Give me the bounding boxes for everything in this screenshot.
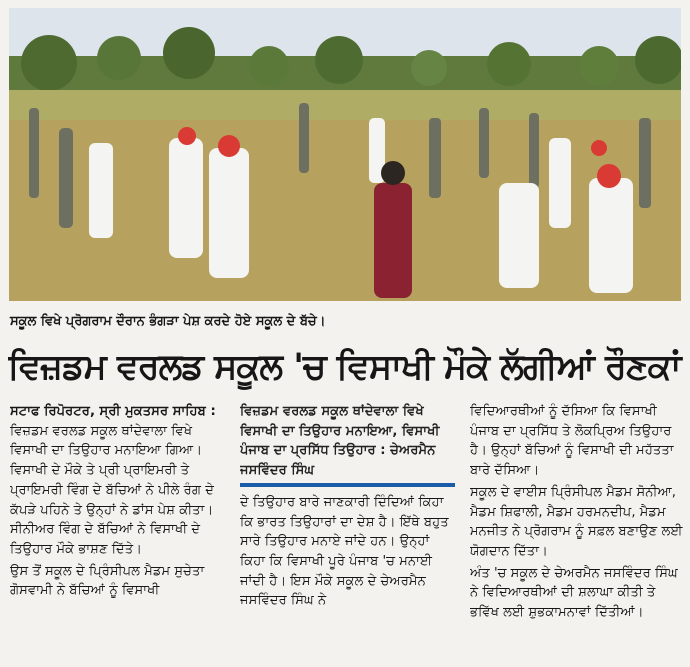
pull-quote: ਵਿਜ਼ਡਮ ਵਰਲਡ ਸਕੂਲ ਥਾਂਦੇਵਾਲਾ ਵਿਖੇ ਵਿਸਾਖੀ ਦਾ ਤਿਉਹਾਰ ਮਨਾਇਆ, ਵਿਸਾਖੀ ਪੰਜਾਬ ਦਾ ਪ੍ਰਸਿੱਧ ਤਿਉਹਾਰ : ਚੇਅਰਮੈਨ ਜਸਵਿੰਦਰ ਸਿੰਘ	[240, 402, 455, 487]
article-paragraph: ਦੇ ਤਿਉਹਾਰ ਬਾਰੇ ਜਾਣਕਾਰੀ ਦਿੰਦਿਆਂ ਕਿਹਾ ਕਿ ਭਾਰਤ ਤਿਉਹਾਰਾਂ ਦਾ ਦੇਸ਼ ਹੈ। ਇੱਥੇ ਬਹੁਤ ਸਾਰੇ ਤਿਉਹਾਰ ਮਨਾਏ ਜਾਂਦੇ ਹਨ। ਉਨ੍ਹਾਂ ਕਿਹਾ ਕਿ ਵਿਸਾਖੀ ਪੂਰੇ ਪੰਜਾਬ 'ਚ ਮਨਾਈ ਜਾਂਦੀ ਹੈ। ਇਸ ਮੌਕੇ ਸਕੂਲ ਦੇ ਚੇਅਰਮੈਨ ਜਸਵਿੰਦਰ ਸਿੰਘ ਨੇ	[240, 494, 449, 609]
article-column-2	[240, 402, 455, 613]
headline: ਵਿਜ਼ਡਮ ਵਰਲਡ ਸਕੂਲ 'ਚ ਵਿਸਾਖੀ ਮੌਕੇ ਲੱਗੀਆਂ ਰੌਣਕਾਂ	[8, 347, 681, 387]
article-paragraph: ਉਸ ਤੋਂ ਸਕੂਲ ਦੇ ਪ੍ਰਿੰਸੀਪਲ ਮੈਡਮ ਸੁਚੇਤਾ ਗੋਸਵਾਮੀ ਨੇ ਬੱਚਿਆਂ ਨੂੰ ਵਿਸਾਖੀ	[10, 563, 205, 599]
photo-illustration	[9, 8, 681, 301]
article-paragraph: ਸਕੂਲ ਦੇ ਵਾਈਸ ਪ੍ਰਿੰਸੀਪਲ ਮੈਡਮ ਸੋਨੀਆ, ਮੈਡਮ ਸ਼ਿਫਾਲੀ, ਮੈਡਮ ਹਰਮਨਦੀਪ, ਮੈਡਮ ਮਨਜੀਤ ਨੇ ਪ੍ਰੋਗਰਾਮ ਨੂੰ ਸਫ਼ਲ ਬਣਾਉਣ ਲਈ ਯੋਗਦਾਨ ਦਿੱਤਾ।	[470, 484, 683, 559]
article-paragraph: ਅੰਤ 'ਚ ਸਕੂਲ ਦੇ ਚੇਅਰਮੈਨ ਜਸਵਿੰਦਰ ਸਿੰਘ ਨੇ ਵਿਦਿਆਰਥੀਆਂ ਦੀ ਸ਼ਲਾਘਾ ਕੀਤੀ ਤੇ ਭਵਿੱਖ ਲਈ ਸ਼ੁਭਕਾਮਨਾਵਾਂ ਦਿੱਤੀਆਂ।	[470, 565, 678, 621]
article-paragraph: ਵਿਜ਼ਡਮ ਵਰਲਡ ਸਕੂਲ ਥਾਂਦੇਵਾਲਾ ਵਿਖੇ ਵਿਸਾਖੀ ਦਾ ਤਿਉਹਾਰ ਮਨਾਇਆ ਗਿਆ। ਵਿਸਾਖੀ ਦੇ ਮੌਕੇ ਤੇ ਪ੍ਰੀ ਪ੍ਰਾਇਮਰੀ ਤੇ ਪ੍ਰਾਇਮਰੀ ਵਿੰਗ ਦੇ ਬੱਚਿਆਂ ਨੇ ਪੀਲੇ ਰੰਗ ਦੇ ਕੱਪੜੇ ਪਹਿਨੇ ਤੇ ਉਨ੍ਹਾਂ ਨੇ ਡਾਂਸ ਪੇਸ਼ ਕੀਤਾ। ਸੀਨੀਅਰ ਵਿੰਗ ਦੇ ਬੱਚਿਆਂ ਨੇ ਵਿਸਾਖੀ ਦੇ ਤਿਉਹਾਰ ਮੌਕੇ ਭਾਸ਼ਣ ਦਿੱਤੇ।	[10, 423, 214, 557]
article-paragraph: ਵਿਦਿਆਰਥੀਆਂ ਨੂੰ ਦੱਸਿਆ ਕਿ ਵਿਸਾਖੀ ਪੰਜਾਬ ਦਾ ਪ੍ਰਸਿੱਧ ਤੇ ਲੋਕਪ੍ਰਿਅ ਤਿਉਹਾਰ ਹੈ। ਉਨ੍ਹਾਂ ਬੱਚਿਆਂ ਨੂੰ ਵਿਸਾਖੀ ਦੀ ਮਹੱਤਤਾ ਬਾਰੇ ਦੱਸਿਆ।	[470, 404, 674, 479]
photo-caption: ਸਕੂਲ ਵਿਖੇ ਪ੍ਰੋਗਰਾਮ ਦੌਰਾਨ ਭੰਗੜਾ ਪੇਸ਼ ਕਰਦੇ ਹੋਏ ਸਕੂਲ ਦੇ ਬੱਚੇ।	[10, 314, 326, 329]
byline: ਸਟਾਫ ਰਿਪੋਰਟਰ, ਸ੍ਰੀ ਮੁਕਤਸਰ ਸਾਹਿਬ :	[10, 404, 216, 419]
article-column-3	[470, 402, 685, 625]
article-column-1	[10, 402, 225, 603]
news-photo	[9, 8, 681, 301]
